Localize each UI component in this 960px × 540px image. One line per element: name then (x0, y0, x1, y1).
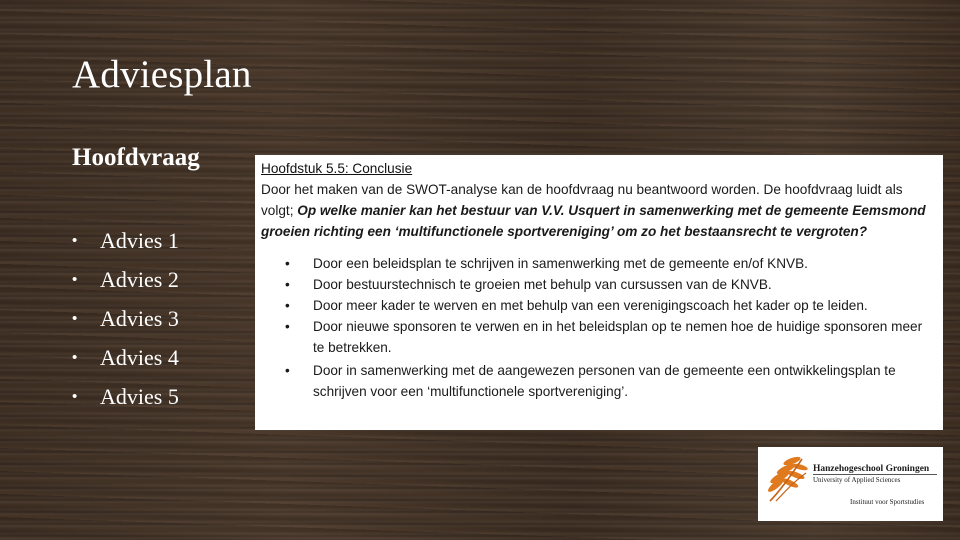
advice-label: Advies 2 (100, 266, 179, 292)
bullet-icon: • (72, 349, 78, 366)
bullet-icon: • (285, 319, 290, 334)
bullet-icon: • (285, 363, 290, 378)
logo-organization: Hanzehogeschool Groningen (813, 464, 930, 474)
document-heading: Hoofdstuk 5.5: Conclusie (261, 161, 413, 176)
slide-title: Adviesplan (72, 53, 252, 96)
advice-item (72, 338, 179, 377)
advice-label: Advies 1 (100, 227, 179, 253)
conclusion-item: • Door nieuwe sponsoren te verwen en in het beleidsplan op te nemen hoe de huidige sponsoren meer te betrekken. (261, 316, 937, 358)
slide-subtitle: Hoofdvraag (72, 144, 200, 171)
logo-divider (813, 474, 937, 475)
bullet-icon: • (72, 271, 78, 288)
bullet-icon: • (285, 277, 290, 292)
wheat-logo-icon (762, 453, 812, 505)
logo-tagline: University of Applied Sciences (813, 476, 901, 484)
document-excerpt (255, 155, 943, 430)
advice-label: Advies 4 (100, 344, 179, 370)
logo-institute: Instituut voor Sportstudies (850, 498, 925, 506)
conclusion-item: • Door meer kader te werven en met behulp van een verenigingscoach het kader op te leiden. (261, 295, 937, 316)
bullet-icon: • (285, 256, 290, 271)
advice-item (72, 377, 179, 416)
conclusion-item: • Door een beleidsplan te schrijven in samenwerking met de gemeente en/of KNVB. (261, 253, 937, 274)
advice-label: Advies 5 (100, 383, 179, 409)
bullet-icon: • (72, 388, 78, 405)
advice-item (72, 221, 179, 260)
document-body (261, 179, 937, 242)
advice-item (72, 299, 179, 338)
advice-item (72, 260, 179, 299)
conclusion-list (261, 253, 937, 402)
conclusion-item: • Door in samenwerking met de aangewezen personen van de gemeente een ontwikkelingsplan te schrijven voor een ‘multifunctionele sportvereniging’. (261, 360, 937, 402)
advice-label: Advies 3 (100, 305, 179, 331)
bullet-icon: • (72, 310, 78, 327)
hanze-logo (758, 447, 943, 521)
bullet-icon: • (72, 232, 78, 249)
bullet-icon: • (285, 298, 290, 313)
document-intro: Door het maken van de SWOT-analyse kan de hoofdvraag nu beantwoord worden. De hoofdvraag luidt als volgt; (261, 182, 903, 218)
document-question: Op welke manier kan het bestuur van V.V. Usquert in samenwerking met de gemeente Eemsmond groeien richting een ‘multifunctionele sportvereniging’ om zo het bestaansrecht te vergroten? (261, 203, 926, 239)
advice-list (72, 221, 179, 416)
conclusion-item: • Door bestuurstechnisch te groeien met behulp van cursussen van de KNVB. (261, 274, 937, 295)
